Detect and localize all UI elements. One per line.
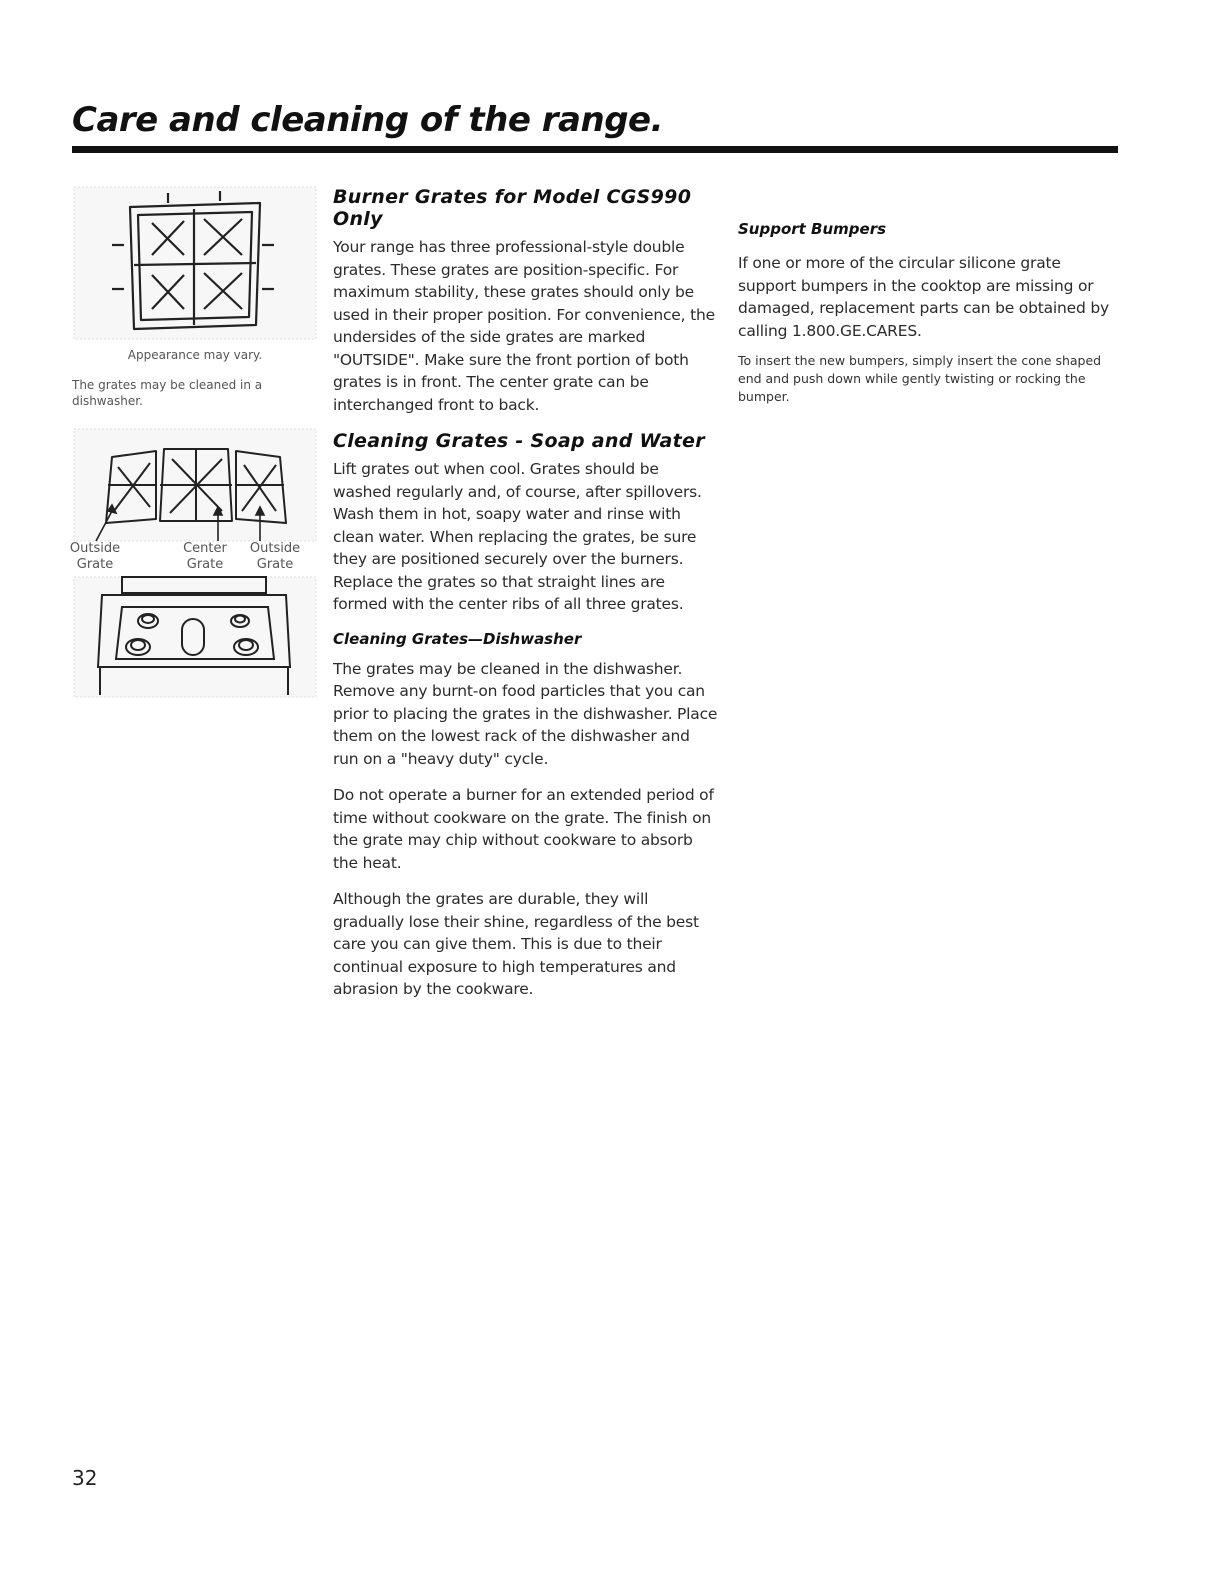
page-title: Care and cleaning of the range. xyxy=(72,100,664,140)
figure-column xyxy=(69,185,318,699)
soap-water-body: Lift grates out when cool. Grates should be washed regularly and, of course, after spillovers. Wash them in hot, soapy water and rinse with clean water. When replacing the grates, be sure they are positioned securely over the burners. Replace the grates so that straight lines are formed with the center ribs of all three grates. xyxy=(333,460,702,613)
grate-labels xyxy=(69,541,318,575)
center-grate-label: Center Grate xyxy=(183,541,227,572)
support-bumpers-heading: Support Bumpers xyxy=(738,220,887,238)
three-grates-illustration xyxy=(72,427,318,543)
main-column xyxy=(333,186,718,1015)
outside-grate-left-label: Outside Grate xyxy=(69,541,121,572)
burner-grates-body: Your range has three professional-style double grates. These grates are position-specific. For maximum stability, these grates should only be used in their proper position. For convenience, the undersides of the side grates are marked "OUTSIDE". Make sure the front portion of both grates is in front. The center grate can be interchanged front to back. xyxy=(333,238,715,414)
soap-water-heading: Cleaning Grates - Soap and Water xyxy=(333,430,705,452)
dishwasher-paragraph: Do not operate a burner for an extended period of time without cookware on the grate. The finish on the grate may chip without cookware to absorb the heat. xyxy=(333,786,714,872)
page-number: 32 xyxy=(72,1466,98,1490)
dishwasher-caption: The grates may be cleaned in a dishwasher. xyxy=(72,378,263,408)
burner-grates-heading: Burner Grates for Model CGS990 Only xyxy=(333,186,692,230)
dishwasher-heading: Cleaning Grates—Dishwasher xyxy=(333,629,582,648)
title-rule xyxy=(72,146,1118,153)
support-bumpers-body: If one or more of the circular silicone grate support bumpers in the cooktop are missing or damaged, replacement parts can be obtained by calling 1.800.GE.CARES. xyxy=(738,254,1109,340)
cooktop-illustration xyxy=(72,575,318,699)
single-grate-illustration xyxy=(72,185,318,343)
support-bumpers-note: To insert the new bumpers, simply insert the cone shaped end and push down while gently twisting or rocking the bumper. xyxy=(738,353,1102,404)
grate-caption: Appearance may vary. xyxy=(127,348,263,362)
side-column xyxy=(738,220,1118,406)
dishwasher-paragraph: The grates may be cleaned in the dishwasher. Remove any burnt-on food particles that you can prior to placing the grates in the dishwasher. Place them on the lowest rack of the dishwasher and run on a "heavy duty" cycle. xyxy=(333,659,718,768)
dishwasher-paragraph: Although the grates are durable, they will gradually lose their shine, regardless of the best care you can give them. This is due to their continual exposure to high temperatures and abrasion by the cookware. xyxy=(333,890,699,998)
outside-grate-right-label: Outside Grate xyxy=(249,541,301,572)
